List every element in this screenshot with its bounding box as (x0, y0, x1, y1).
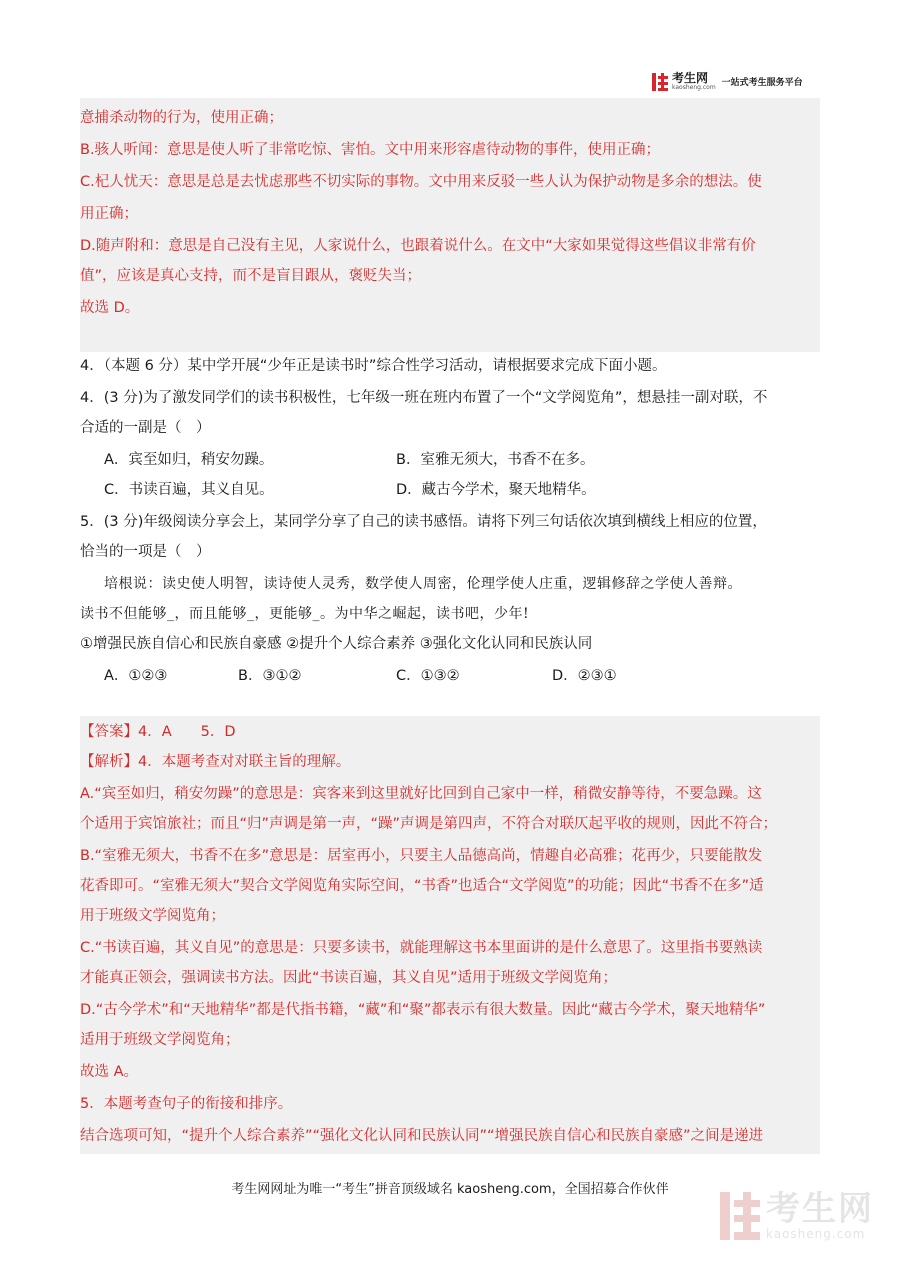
question-intro: 4．（本题 6 分）某中学开展“少年正是读书时”综合性学习活动，请根据要求完成下面小题。 (80, 358, 667, 374)
question-5-stem: 5．(3 分)年级阅读分享会上，某同学分享了自己的读书感悟。请将下列三句话依次填到横线上相应的位置， (80, 514, 767, 530)
watermark-logo-icon (720, 1192, 760, 1240)
analysis-line: 故选 D。 (80, 300, 140, 316)
question-4-stem: 合适的一副是（ ） (80, 420, 211, 436)
answer-line: 【答案】4．A 5．D (80, 724, 236, 740)
analysis-line: C.杞人忧天：意思是总是去忧虑那些不切实际的事物。文中用来反驳一些人认为保护动物是多余的想法。使 (80, 174, 762, 190)
quote-text: 读书不但能够_，而且能够_，更能够_。为中华之崛起，读书吧，少年! (80, 606, 530, 622)
analysis-line: 花香即可。“室雅无须大”契合文学阅览角实际空间，“书香”也适合“文学阅览”的功能；因此“书香不在多”适 (80, 878, 764, 894)
analysis-line: 适用于班级文学阅览角； (80, 1032, 240, 1048)
analysis-line: C.“书读百遍，其义自见”的意思是：只要多读书，就能理解这书本里面讲的是什么意思了。这里指书要熟读 (80, 940, 763, 956)
analysis-line: 意捕杀动物的行为，使用正确； (80, 110, 283, 126)
analysis-line: 故选 A。 (80, 1064, 139, 1080)
analysis-line: 【解析】4．本题考查对对联主旨的理解。 (80, 754, 351, 770)
analysis-line: A.“宾至如归，稍安勿躁”的意思是：宾客来到这里就好比回到自己家中一样，稍微安静等待，不要急躁。这 (80, 786, 762, 802)
analysis-line: 用正确； (80, 206, 138, 222)
header-slogan: 一站式考生服务平台 (721, 78, 803, 88)
analysis-line: 用于班级文学阅览角； (80, 908, 225, 924)
watermark (720, 1189, 874, 1241)
q4-option-c: C．书读百遍，其义自见。 (104, 482, 274, 498)
q4-option-d: D．藏古今学术，聚天地精华。 (396, 482, 596, 498)
analysis-line: 结合选项可知，“提升个人综合素养”“强化文化认同和民族认同”“增强民族自信心和民族自豪感”之间是递进 (80, 1128, 764, 1144)
q5-option-b: B．③①② (238, 668, 302, 684)
answer-block (80, 716, 820, 1154)
analysis-line: B.“室雅无须大，书香不在多”意思是：居室再小，只要主人品德高尚，情趣自必高雅；花再少，只要能散发 (80, 848, 763, 864)
watermark-name: 考生网 (766, 1189, 874, 1229)
q5-option-d: D．②③① (552, 668, 617, 684)
quote-text: 培根说：读史使人明智，读诗使人灵秀，数学使人周密，伦理学使人庄重，逻辑修辞之学使人善辩。 (104, 576, 742, 592)
analysis-line: 才能真正领会，强调读书方法。因此“书读百遍，其义自见”适用于班级文学阅览角； (80, 970, 618, 986)
q4-option-b: B．室雅无须大，书香不在多。 (396, 452, 595, 468)
header-logo[interactable] (652, 72, 803, 91)
analysis-line: B.骇人听闻：意思是使人听了非常吃惊、害怕。文中用来形容虐待动物的事件，使用正确； (80, 142, 661, 158)
answer-block-previous (80, 98, 820, 352)
q4-option-a: A．宾至如归，稍安勿躁。 (104, 452, 274, 468)
analysis-line: 5．本题考查句子的衔接和排序。 (80, 1096, 293, 1112)
footer-text: 考生网网址为唯一“考生”拼音顶级域名 kaosheng.com，全国招募合作伙伴 (231, 1182, 669, 1197)
sentence-choices: ①增强民族自信心和民族自豪感 ②提升个人综合素养 ③强化文化认同和民族认同 (80, 636, 593, 652)
watermark-domain: kaosheng.com (766, 1227, 866, 1241)
analysis-line: 值”，应该是真心支持，而不是盲目跟从，褒贬失当； (80, 268, 422, 284)
analysis-line: D.“古今学术”和“天地精华”都是代指书籍，“藏”和“聚”都表示有很大数量。因此“藏古今学术，聚天地精华” (80, 1002, 766, 1018)
analysis-line: D.随声附和：意思是自己没有主见，人家说什么，也跟着说什么。在文中“大家如果觉得这些倡议非常有价 (80, 238, 756, 254)
question-4-stem: 4．(3 分)为了激发同学们的读书积极性，七年级一班在班内布置了一个“文学阅览角”，想悬挂一副对联，不 (80, 390, 768, 406)
logo-name: 考生网 (672, 71, 709, 85)
analysis-line: 个适用于宾馆旅社；而且“归”声调是第一声，“躁”声调是第四声，不符合对联仄起平收的规则，因此不符合； (80, 816, 778, 832)
logo-domain: kaosheng.com (672, 84, 716, 91)
q5-option-c: C．①③② (396, 668, 460, 684)
logo-icon (652, 73, 668, 91)
q5-option-a: A．①②③ (104, 668, 168, 684)
question-5-stem: 恰当的一项是（ ） (80, 544, 211, 560)
